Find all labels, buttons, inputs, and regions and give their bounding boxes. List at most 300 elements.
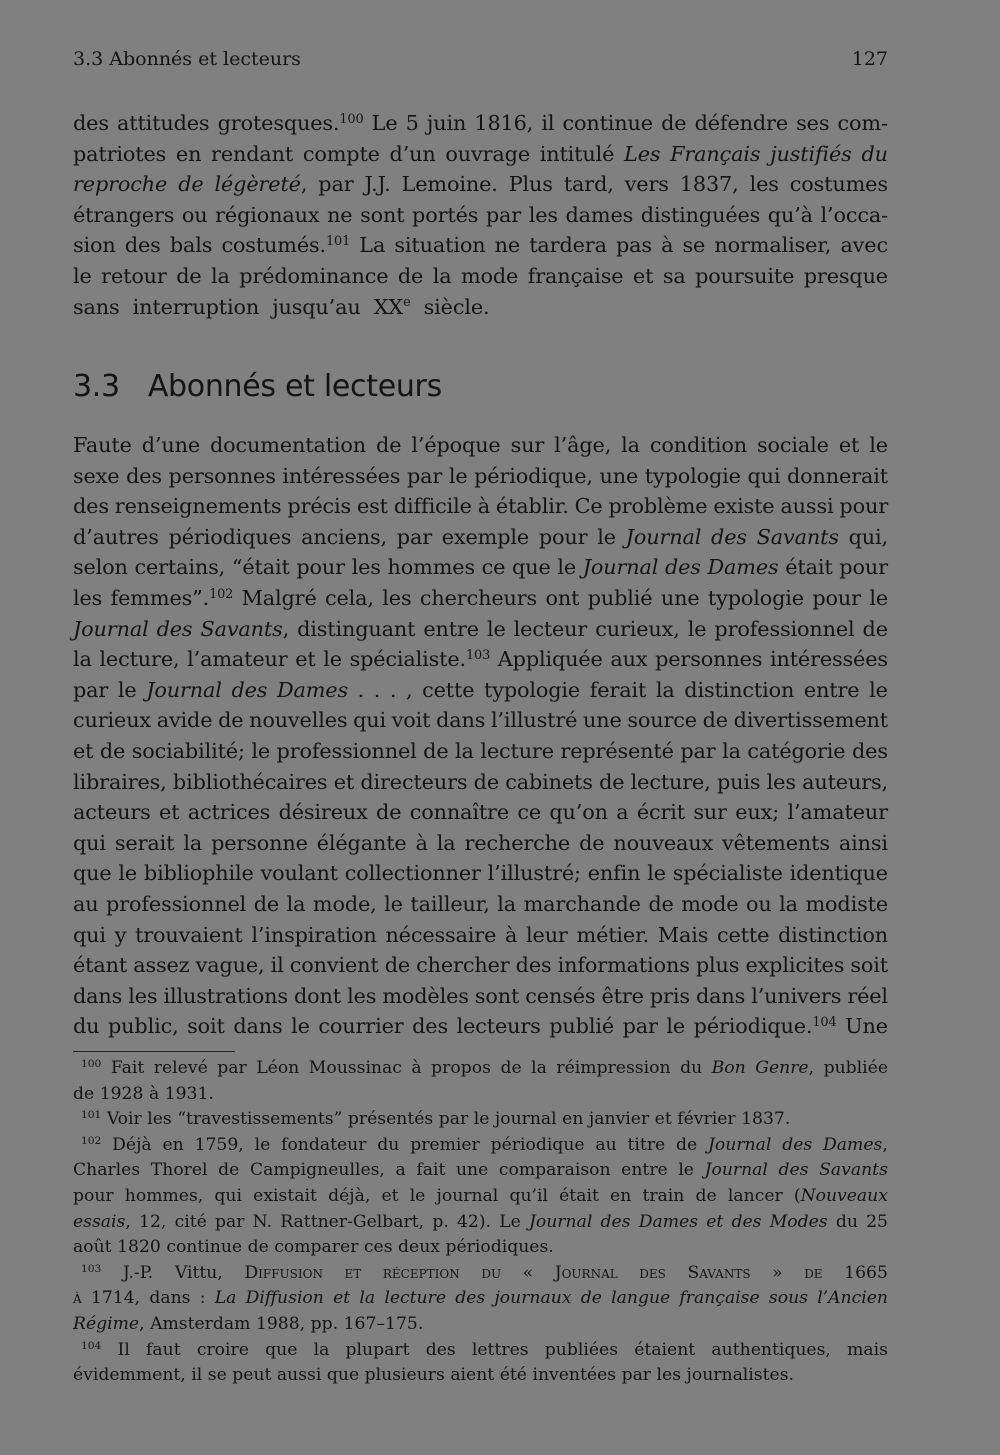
- word: [345, 1261, 362, 1287]
- word: dont: [293, 983, 341, 1008]
- word: publiée: [823, 1058, 888, 1078]
- word: lettres: [471, 1339, 529, 1360]
- small-caps-text: 1665: [844, 1262, 888, 1283]
- text-line: [73, 169, 888, 200]
- word: lecture: [480, 738, 554, 763]
- word: continue: [562, 111, 653, 135]
- italic-title: Modes: [769, 1211, 828, 1232]
- italic-title: des: [231, 677, 268, 702]
- word: [581, 1286, 602, 1312]
- word: pp.: [310, 1313, 339, 1334]
- word: [455, 1286, 485, 1312]
- word: le: [118, 861, 138, 886]
- word: explicites: [745, 953, 845, 978]
- word: par: [485, 202, 522, 227]
- word: prédominance: [239, 263, 389, 288]
- word: les: [128, 983, 158, 1008]
- footnote-rule: [73, 1051, 235, 1052]
- word: intéressées: [769, 647, 888, 672]
- word: en: [162, 1134, 184, 1155]
- word: pour: [812, 585, 861, 610]
- word: continue: [166, 1237, 243, 1258]
- word: ce: [481, 555, 506, 580]
- word: actrices: [187, 800, 271, 825]
- word: le: [384, 891, 403, 916]
- word: Savants,: [200, 616, 290, 641]
- text-line: [73, 522, 888, 553]
- italic-title: des: [778, 1160, 809, 1181]
- word: difficile: [393, 494, 472, 519]
- word: une: [660, 585, 700, 610]
- word: sociale: [757, 433, 829, 457]
- word: établir.: [495, 494, 569, 519]
- word: la: [286, 891, 306, 916]
- word: entre: [621, 1160, 668, 1181]
- word: publié: [587, 585, 653, 610]
- text-line: [73, 981, 888, 1012]
- page-number: 127: [851, 48, 888, 70]
- italic-title: des: [664, 555, 701, 580]
- italic-title: Dames: [823, 1134, 883, 1155]
- small-caps-text: »: [772, 1262, 783, 1283]
- word: bals: [169, 233, 213, 258]
- section-heading: [73, 367, 442, 407]
- word: le: [557, 555, 576, 580]
- word: sont: [474, 983, 520, 1008]
- italic-title: Savants: [200, 616, 283, 641]
- word: 1816,: [474, 111, 534, 135]
- italic-title: de: [178, 172, 204, 197]
- text-line: [73, 1011, 888, 1042]
- text-line: [73, 1261, 888, 1287]
- word: mode,: [312, 891, 377, 916]
- text-line: [73, 491, 888, 522]
- word: et: [632, 263, 654, 288]
- word: écrit: [636, 800, 685, 825]
- word: d’un: [389, 141, 436, 166]
- word: de: [384, 953, 411, 978]
- word: le: [117, 677, 137, 702]
- word: la: [432, 263, 452, 288]
- word: pas: [615, 233, 652, 258]
- word: sur: [693, 800, 727, 825]
- word: Faute: [73, 433, 132, 457]
- word: périodiques: [168, 524, 292, 549]
- word: [383, 1261, 460, 1287]
- word: selon: [73, 555, 128, 580]
- text-line: [73, 200, 888, 231]
- text-line: [73, 230, 888, 261]
- word: était: [559, 1185, 599, 1206]
- word: [819, 1158, 888, 1184]
- word: Rattner-Gelbart,: [280, 1211, 425, 1232]
- italic-title: lecture: [384, 1288, 447, 1309]
- word: hommes,: [124, 1185, 204, 1206]
- italic-title: Savants: [756, 524, 839, 549]
- word: de: [376, 800, 402, 825]
- word: de: [500, 1058, 522, 1078]
- section-title: Abonnés et lecteurs: [147, 369, 442, 404]
- word: distinguées: [640, 202, 761, 227]
- word: et: [838, 433, 860, 457]
- word: renseignements: [114, 494, 282, 519]
- text-line: [73, 430, 888, 461]
- word: [494, 1286, 571, 1312]
- word: [244, 1261, 323, 1287]
- word: Le: [371, 111, 398, 135]
- word: vêtements: [722, 830, 830, 855]
- word: relevé: [153, 1058, 208, 1078]
- word: Amsterdam: [150, 1313, 251, 1334]
- text-line: [73, 1107, 888, 1133]
- word: Fait: [110, 1058, 145, 1078]
- word: au: [595, 1134, 617, 1155]
- word: la: [497, 891, 517, 916]
- word: tardera: [529, 233, 607, 258]
- word: des: [852, 738, 888, 763]
- word: Une: [845, 1014, 888, 1039]
- word: et: [73, 738, 94, 763]
- word: comparer: [274, 1237, 359, 1258]
- word: ont: [545, 585, 580, 610]
- word: la: [779, 891, 798, 916]
- small-caps-text: «: [522, 1262, 534, 1283]
- italic-title: La: [214, 1288, 237, 1309]
- word: [73, 1286, 82, 1312]
- word: portés: [412, 202, 479, 227]
- word: le: [448, 463, 468, 488]
- word: qui,: [848, 524, 888, 549]
- word: 42).: [456, 1211, 492, 1232]
- word: août: [73, 1237, 112, 1258]
- word: présentés: [347, 1109, 434, 1130]
- word: par: [396, 524, 432, 549]
- word: de: [473, 769, 499, 794]
- word: [624, 139, 660, 170]
- word: exemple: [441, 524, 530, 549]
- word: personnes: [168, 463, 276, 488]
- word: se: [207, 1365, 227, 1386]
- word: ces: [363, 1237, 393, 1258]
- word: [770, 139, 852, 170]
- text-line: [73, 950, 888, 981]
- word: périodique: [490, 1134, 585, 1155]
- word: intéressées: [282, 463, 401, 488]
- word: voulant: [260, 861, 338, 886]
- word: l’amateur: [187, 647, 288, 672]
- italic-title: des: [455, 1288, 486, 1309]
- word: Régime,: [73, 1313, 145, 1334]
- text-line: [73, 614, 888, 645]
- italic-title: justifiés: [770, 141, 852, 166]
- word: de: [376, 433, 402, 457]
- word: cité: [174, 1211, 207, 1232]
- word: grotesques.$^{100}$: [217, 111, 364, 135]
- word: [81, 1261, 101, 1287]
- word: directeurs: [360, 769, 468, 794]
- italic-title: des: [600, 1211, 631, 1232]
- word: chercher: [416, 953, 510, 978]
- word: plupart: [345, 1339, 410, 1360]
- word: presque: [803, 263, 888, 288]
- word: représenté: [560, 738, 674, 763]
- word: “travestissements”: [177, 1109, 343, 1130]
- italic-title: essais: [73, 1211, 126, 1232]
- word: [333, 1286, 350, 1312]
- word: sexe: [73, 463, 120, 488]
- word: de: [423, 738, 449, 763]
- word: “était: [231, 555, 290, 580]
- word: typologie: [707, 585, 804, 610]
- word: 1820: [117, 1237, 161, 1258]
- word: [81, 1056, 101, 1082]
- word: 1928: [99, 1083, 144, 1104]
- word: p.: [432, 1211, 449, 1232]
- word: acteurs: [73, 800, 151, 825]
- italic-title: langue: [611, 1288, 671, 1309]
- italic-title: Savants: [819, 1160, 888, 1181]
- word: et: [295, 647, 316, 672]
- word: publiées: [544, 1339, 619, 1360]
- italic-title: Journal: [708, 1134, 772, 1155]
- word: serait: [114, 830, 175, 855]
- word: que: [512, 555, 551, 580]
- word: février: [677, 1109, 736, 1130]
- word: [157, 614, 193, 645]
- word: [523, 1261, 534, 1287]
- word: ouvrage: [445, 141, 530, 166]
- word: le: [409, 1185, 426, 1206]
- word: bibliothécaires: [172, 769, 328, 794]
- italic-title: des: [711, 524, 747, 549]
- word: métier.: [576, 922, 650, 947]
- word: [708, 552, 779, 583]
- word: des: [515, 953, 552, 978]
- word: distinction: [778, 922, 888, 947]
- italic-title: Journal: [625, 524, 702, 549]
- text-line: [73, 292, 888, 323]
- running-head: [73, 46, 888, 72]
- italic-title: Dames: [638, 1211, 699, 1232]
- text-line: [73, 644, 888, 675]
- word: dans: [149, 1288, 191, 1309]
- word: connaître: [409, 800, 509, 825]
- word: .: [357, 677, 365, 702]
- word: été: [499, 1365, 527, 1386]
- word: le: [678, 1160, 694, 1181]
- word: Mais: [657, 922, 709, 947]
- word: 1837.: [741, 1109, 791, 1130]
- word: lecture,: [630, 769, 711, 794]
- word: qu’on: [549, 800, 608, 825]
- italic-title: Les: [624, 141, 661, 166]
- word: les: [766, 769, 796, 794]
- word: courrier: [318, 1014, 404, 1039]
- word: Ce: [574, 494, 603, 519]
- word: qui: [353, 708, 386, 733]
- italic-title: Français: [670, 141, 761, 166]
- italic-title: du: [861, 141, 888, 166]
- word: professionnel: [714, 616, 855, 641]
- italic-title: Journal: [73, 616, 149, 641]
- word: le: [869, 677, 888, 702]
- word: convient: [289, 953, 379, 978]
- word: sociabilité;: [131, 738, 245, 763]
- word: trouvaient: [135, 922, 243, 947]
- word: française: [527, 263, 624, 288]
- paragraph-subscribers: [73, 430, 888, 1042]
- word: du: [680, 1058, 703, 1078]
- word: le: [291, 1014, 310, 1039]
- word: 25: [866, 1211, 888, 1232]
- word: sur: [510, 433, 545, 457]
- word: est: [357, 494, 388, 519]
- word: le: [73, 263, 92, 288]
- word: cela,: [325, 585, 374, 610]
- word: sa: [662, 263, 686, 288]
- word: et: [159, 800, 180, 825]
- italic-title: sous: [768, 1288, 808, 1309]
- word: [705, 1158, 768, 1184]
- word: [73, 614, 149, 645]
- word: journal: [494, 1109, 557, 1130]
- word: dans: [436, 708, 486, 733]
- italic-title: Journal: [582, 555, 659, 580]
- word: étant: [73, 953, 128, 978]
- word: [384, 1286, 446, 1312]
- word: siècle.: [423, 294, 490, 319]
- text-line: [73, 1210, 888, 1236]
- word: à: [415, 830, 428, 855]
- word: professionnel: [276, 738, 417, 763]
- word: source: [627, 708, 697, 733]
- word: enfin: [587, 861, 641, 886]
- word: par: [217, 1058, 247, 1078]
- italic-title: et: [333, 1288, 351, 1309]
- word: plus: [695, 953, 740, 978]
- word: professionnel: [106, 891, 247, 916]
- running-head-section: 3.3 Abonnés et lecteurs: [73, 48, 301, 70]
- word: [817, 1286, 888, 1312]
- word: curieux,: [595, 616, 680, 641]
- word: libraires,: [73, 769, 167, 794]
- word: en: [175, 141, 202, 166]
- word: poursuite: [695, 263, 795, 288]
- word: que: [326, 1365, 360, 1386]
- word: mode: [460, 263, 519, 288]
- small-caps-text: de: [804, 1262, 823, 1283]
- italic-title: journaux: [494, 1288, 572, 1309]
- word: par: [73, 677, 109, 702]
- word: le: [254, 1134, 271, 1155]
- italic-title: la: [359, 1288, 376, 1309]
- word: [81, 1107, 101, 1133]
- italic-title: des: [782, 1134, 813, 1155]
- word: soit: [187, 1014, 225, 1039]
- word: informations: [557, 953, 690, 978]
- word: des: [73, 111, 109, 135]
- word: les: [351, 555, 381, 580]
- word: ferait: [589, 677, 647, 702]
- word: qui: [73, 922, 106, 947]
- word: journal: [436, 1185, 499, 1206]
- text-line: [73, 1184, 888, 1210]
- word: .: [389, 677, 397, 702]
- word: de: [862, 616, 888, 641]
- word: [804, 1261, 822, 1287]
- word: tard,: [563, 172, 614, 197]
- word: marchande: [523, 891, 641, 916]
- word: peut: [232, 1365, 272, 1386]
- word: de: [397, 263, 424, 288]
- word: précis: [287, 494, 352, 519]
- word: entre: [803, 677, 860, 702]
- word: public,: [108, 1014, 179, 1039]
- word: divertissement: [733, 708, 888, 733]
- italic-title: Nouveaux: [800, 1185, 888, 1206]
- word: évidemment,: [73, 1365, 186, 1386]
- word: auteurs,: [802, 769, 888, 794]
- footnote-ref: 101: [326, 234, 351, 250]
- word: ou: [181, 202, 208, 227]
- word: identique: [789, 861, 888, 886]
- word: [81, 1338, 101, 1364]
- word: 12,: [139, 1211, 167, 1232]
- italic-title: Journal: [528, 1211, 593, 1232]
- italic-title: et: [706, 1211, 724, 1232]
- word: puis: [716, 769, 761, 794]
- word: J.-P.: [122, 1262, 154, 1283]
- word: [711, 522, 747, 553]
- word: par: [406, 463, 443, 488]
- word: réel: [847, 983, 888, 1008]
- word: du: [377, 1134, 400, 1155]
- word: [178, 169, 203, 200]
- small-caps-text: Diffusion: [244, 1262, 323, 1283]
- word: et: [381, 1185, 399, 1206]
- word: retour: [101, 263, 167, 288]
- word: la: [211, 263, 230, 288]
- word: les: [73, 585, 103, 610]
- word: existe: [713, 494, 775, 519]
- word: lancer: [727, 1185, 783, 1206]
- word: l’illustré;: [487, 861, 581, 886]
- text-line: [73, 858, 888, 889]
- italic-title: l’Ancien: [817, 1288, 888, 1309]
- word: la: [73, 647, 92, 672]
- word: distinguant: [297, 616, 416, 641]
- word: Campigneulles,: [249, 1160, 385, 1181]
- word: deux: [398, 1237, 440, 1258]
- word: de: [253, 891, 280, 916]
- word: bibliophile: [143, 861, 254, 886]
- word: au: [73, 891, 99, 916]
- word: des: [124, 233, 161, 258]
- word: [770, 1210, 828, 1236]
- text-line: [73, 797, 888, 828]
- word: sans: [73, 294, 120, 319]
- section-number: 3.3: [73, 369, 120, 404]
- word: [277, 675, 348, 706]
- word: qui: [747, 463, 781, 488]
- word: se: [682, 233, 706, 258]
- word: donnerait: [787, 463, 888, 488]
- word: étrangers: [73, 202, 175, 227]
- word: les: [656, 1365, 682, 1386]
- text-line: [73, 828, 888, 859]
- footnote-ref: 104: [81, 1338, 102, 1352]
- word: qu’à: [767, 202, 813, 227]
